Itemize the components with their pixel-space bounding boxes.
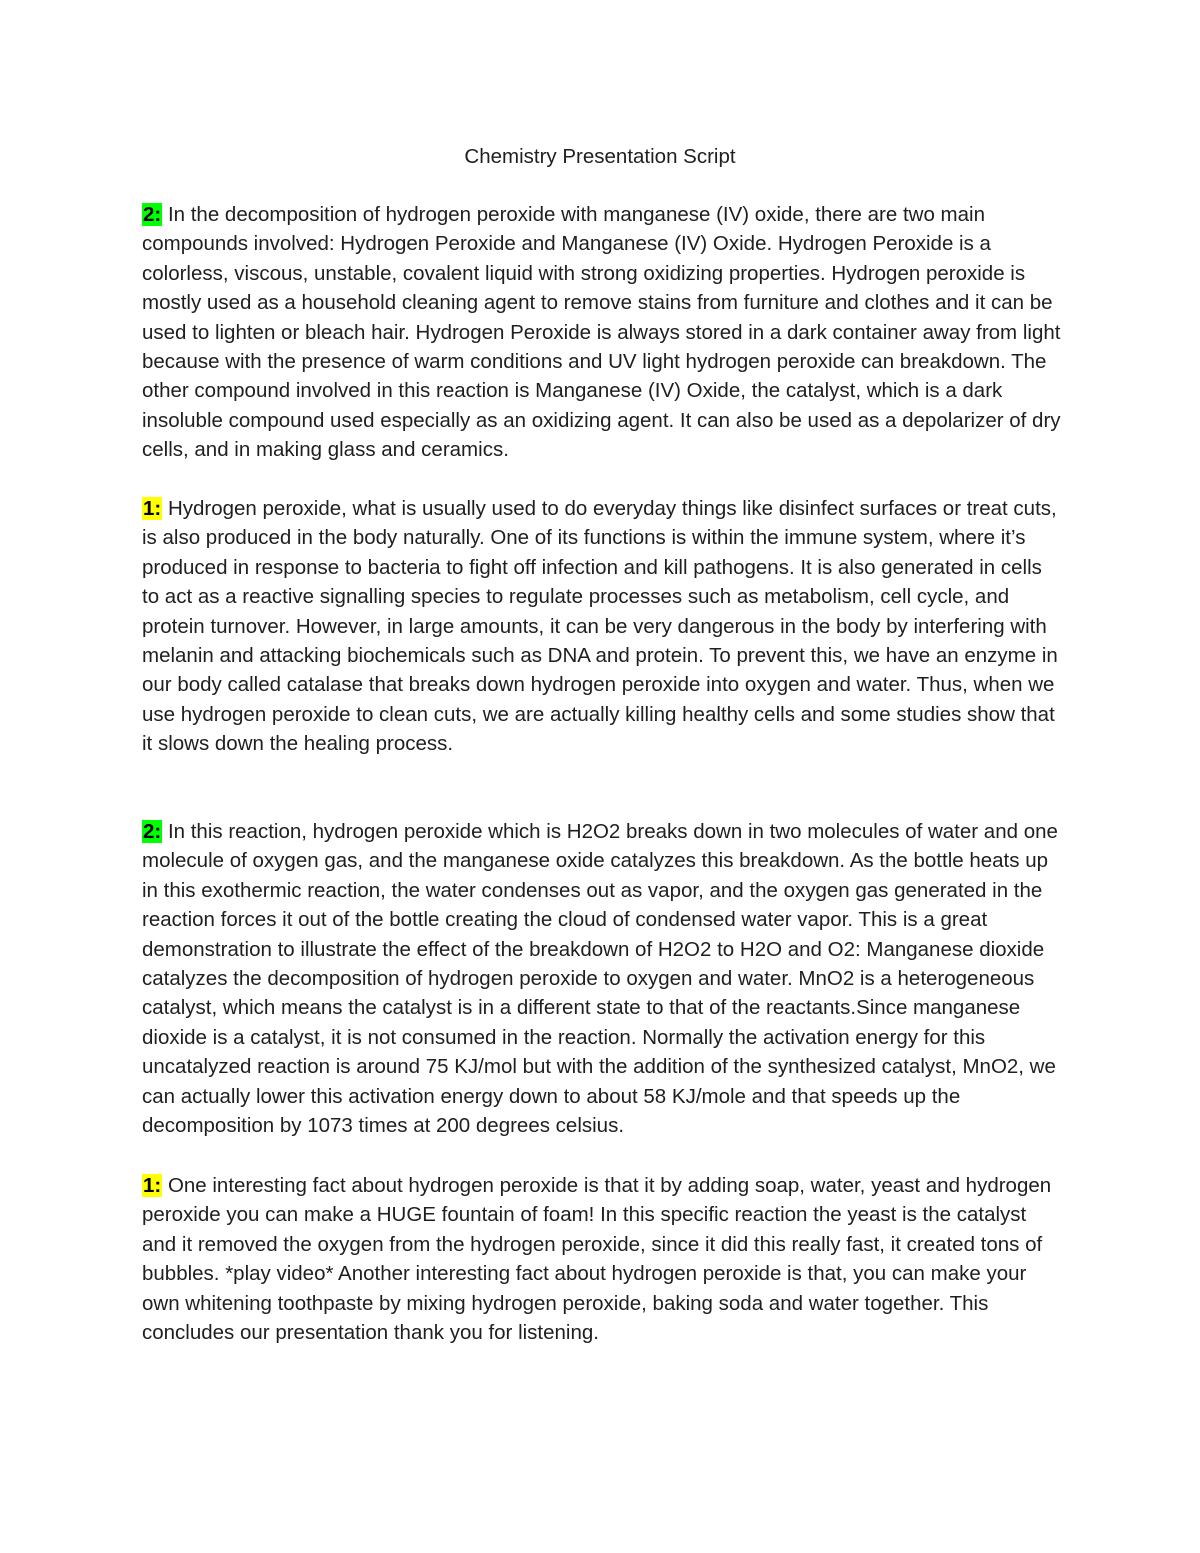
speaker-label-1-highlight: 1: xyxy=(143,1174,162,1197)
script-paragraph-3 xyxy=(142,817,1062,1140)
document-title: Chemistry Presentation Script xyxy=(464,145,736,168)
paragraph-text: In the decomposition of hydrogen peroxide with manganese (IV) oxide, there are two main compounds involved: Hydrogen Peroxide and Manganese (IV) Oxide. Hydrogen Peroxide is a colorless, viscous, unstable, covalent liquid with strong oxidizing properties. Hydrogen peroxide is mostly used as a household cleaning agent to remove stains from furniture and clothes and it can be used to lighten or bleach hair. Hydrogen Peroxide is always stored in a dark container away from light because with the presence of warm conditions and UV light hydrogen peroxide can breakdown. The other compound involved in this reaction is Manganese (IV) Oxide, the catalyst, which is a dark insoluble compound used especially as an oxidizing agent. It can also be used as a depolarizer of dry cells, and in making glass and ceramics. xyxy=(142,203,1061,462)
speaker-label-2-highlight: 2: xyxy=(143,820,162,843)
script-paragraph-4 xyxy=(142,1171,1062,1347)
speaker-label-2-highlight: 2: xyxy=(143,203,162,226)
speaker-label-1-highlight: 1: xyxy=(143,497,162,520)
paragraph-text: One interesting fact about hydrogen peroxide is that it by adding soap, water, yeast and hydrogen peroxide you can make a HUGE fountain of foam! In this specific reaction the yeast is the catalyst and it removed the oxygen from the hydrogen peroxide, since it did this really fast, it created tons of bubbles. *play video* Another interesting fact about hydrogen peroxide is that, you can make your own whitening toothpaste by mixing hydrogen peroxide, baking soda and water together. This concludes our presentation thank you for listening. xyxy=(142,1174,1052,1345)
paragraph-text: Hydrogen peroxide, what is usually used to do everyday things like disinfect surfaces or treat cuts, is also produced in the body naturally. One of its functions is within the immune system, where it’s produced in response to bacteria to fight off infection and kill pathogens. It is also generated in cells to act as a reactive signalling species to regulate processes such as metabolism, cell cycle, and protein turnover. However, in large amounts, it can be very dangerous in the body by interfering with melanin and attacking biochemicals such as DNA and protein. To prevent this, we have an enzyme in our body called catalase that breaks down hydrogen peroxide into oxygen and water. Thus, when we use hydrogen peroxide to clean cuts, we are actually killing healthy cells and some studies show that it slows down the healing process. xyxy=(142,497,1058,756)
script-paragraph-2 xyxy=(142,494,1062,759)
paragraph-text: In this reaction, hydrogen peroxide which is H2O2 breaks down in two molecules of water and one molecule of oxygen gas, and the manganese oxide catalyzes this breakdown. As the bottle heats up in this exothermic reaction, the water condenses out as vapor, and the oxygen gas generated in the reaction forces it out of the bottle creating the cloud of condensed water vapor. This is a great demonstration to illustrate the effect of the breakdown of H2O2 to H2O and O2: Manganese dioxide catalyzes the decomposition of hydrogen peroxide to oxygen and water. MnO2 is a heterogeneous catalyst, which means the catalyst is in a different state to that of the reactants.Since manganese dioxide is a catalyst, it is not consumed in the reaction. Normally the activation energy for this uncatalyzed reaction is around 75 KJ/mol but with the addition of the synthesized catalyst, MnO2, we can actually lower this activation energy down to about 58 KJ/mole and that speeds up the decomposition by 1073 times at 200 degrees celsius. xyxy=(142,820,1058,1138)
script-paragraph-1 xyxy=(142,200,1062,465)
